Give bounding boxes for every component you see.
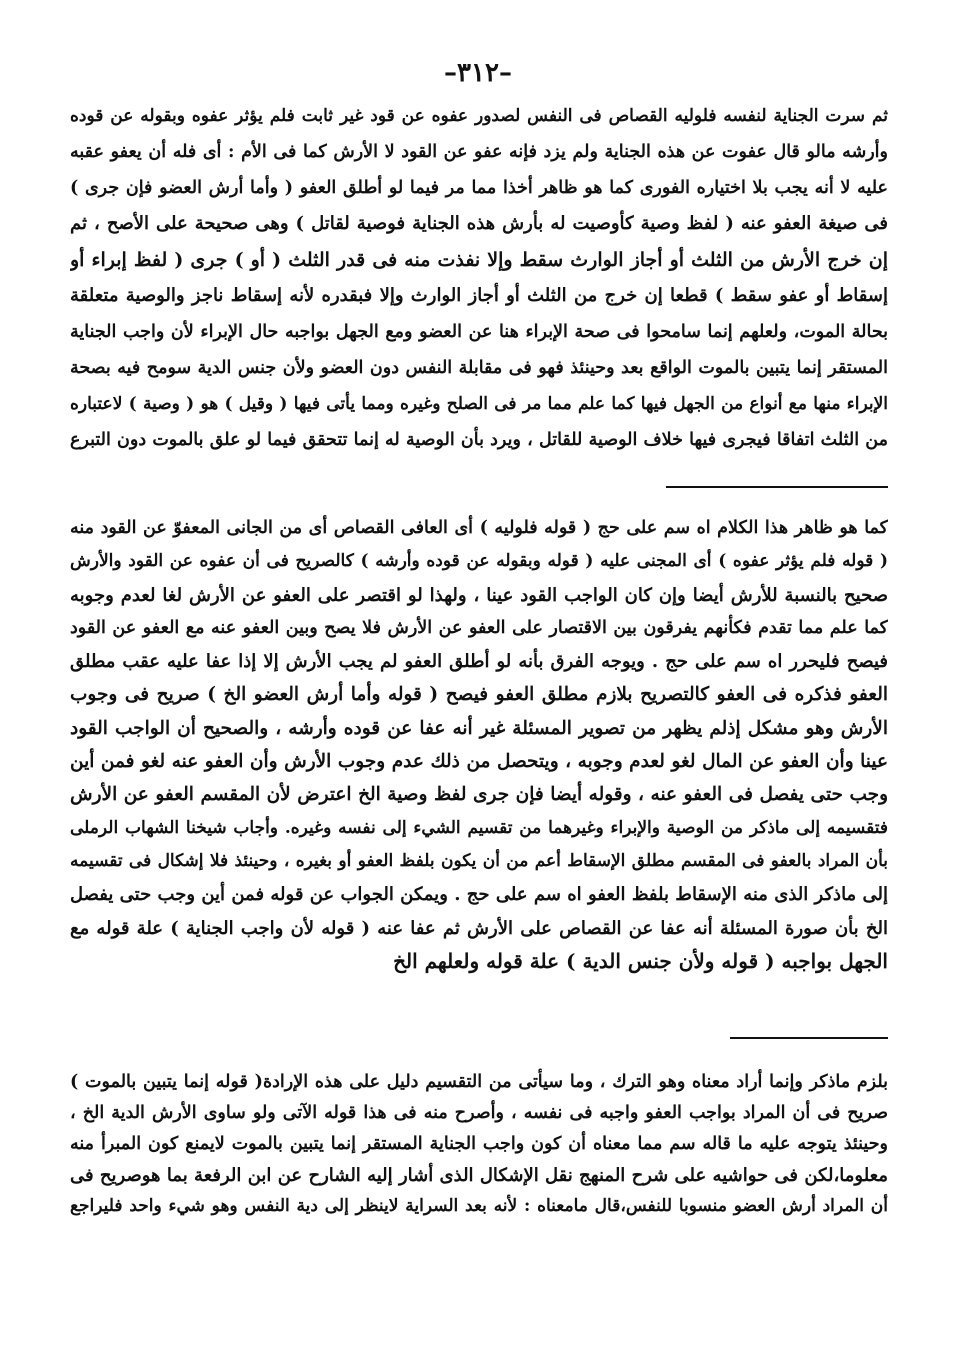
text-line: الجهل بواجبه ( قوله ولأن جنس الدية ) علة قوله ولعلهم الخ <box>393 948 888 973</box>
text-line: وأرشه مالو قال عفوت عن هذه الجناية ولم يزد فإنه عفو عن القود لا الأرش كما فى الأم : أى فله أن يعفو عقبه <box>70 142 888 162</box>
text-line: عليه لا أنه يجب بلا اختياره الفورى كما هو ظاهر أخذا مما مر فيما لو أطلق العفو ( وأما أرش العضو فإن جرى ) <box>70 178 888 198</box>
section-divider <box>666 486 888 488</box>
text-line: إلى ماذكر الذى منه الإسقاط بلفظ العفو اه سم على حج . ويمكن الجواب عن قوله فمن أين وجب حتى يفصل <box>70 884 888 906</box>
text-line: فيصح فليحرر اه سم على حج . ويوجه الفرق بأنه لو أطلق العفو لم يجب الأرش إلا إذا عفا عليه عقب مطلق <box>70 651 888 673</box>
text-line: المستقر إنما يتبين بالموت الواقع بعد وحينئذ فهو فى مقابلة النفس دون العضو ولأن جنس الدية سومح فيه بصحة <box>70 358 888 378</box>
text-line: الإبراء منها مع أنواع من الجهل فيها كما علم مما مر فى الصلح وغيره ومما يأتى فيها ( وقيل ) هو ( وصية ) لاعتباره <box>70 394 888 414</box>
text-line: من الثلث اتفاقا فيجرى فيها خلاف الوصية للقاتل ، ويرد بأن الوصية له إنما تتحقق فيما لو علق بالموت دون التبرع <box>70 430 888 450</box>
text-line: أن المراد أرش العضو منسوبا للنفس،قال مامعناه : لأنه بعد السراية لاينظر إلى دية النفس وهو شيء واحد فليراجع <box>70 1196 888 1216</box>
text-line: صحيح بالنسبة للأرش أيضا وإن كان الواجب القود عينا ، ولهذا لو اقتصر على العفو عن الأرش لغا لعدم وجوبه <box>70 584 888 606</box>
text-line: العفو فذكره فى العفو كالتصريح بلازم مطلق العفو فيصح ( قوله وأما أرش العضو الخ ) صريح فى وجوب <box>70 684 888 706</box>
page-number: –٣١٢– <box>444 58 512 88</box>
commentary-second <box>70 1067 888 1222</box>
text-line: كما علم مما تقدم فكأنهم يفرقون بين الاقتصار على العفو عن الأرش فلا يصح وبين العفو عنه مع العفو عن القود <box>70 617 888 638</box>
text-line: الأرش وهو مشكل إذلم يظهر من تصوير المسئلة غير أنه عفا عن قوده وأرشه ، والصحيح أن الواجب القود <box>70 717 888 739</box>
text-line: إسقاط أو عفو سقط ) قطعا إن خرج من الثلث أو أجاز الوارث وإلا فبقدره لأنه إسقاط ناجز والوصية متعلقة <box>70 285 888 306</box>
text-line: فتقسيمه إلى ماذكر من الوصية والإبراء وغيرهما من تقسيم الشيء إلى نفسه وغيره. وأجاب شيخنا الشهاب الرملى <box>70 817 888 838</box>
text-line: إن خرج الأرش من الثلث أو أجاز الوارث سقط وإلا نفذت منه فى قدر الثلث ( أو ) جرى ( لفظ إبراء أو <box>70 249 888 271</box>
text-line: ( قوله فلم يؤثر عفوه ) أى المجنى عليه ( قوله وبقوله عن قوده وأرشه ) كالصريح فى أن عفوه عن القود والأرش <box>70 551 888 572</box>
text-line: الخ بأن صورة المسئلة أنه عفا عن القصاص على الأرش ثم عفا عنه ( قوله لأن واجب الجناية ) علة قوله مع <box>70 917 888 939</box>
text-line: ثم سرت الجناية لنفسه فلوليه القصاص فى النفس لصدور عفوه عن قود غير ثابت فلم يؤثر عفوه وبقوله عن قوده <box>70 106 888 126</box>
section-divider <box>730 1037 888 1039</box>
text-line: صريح فى أن المراد بواجب العفو واجبه فى نفسه ، وأصرح منه فى هذا قوله الآتى ولو ساوى الأرش الدية الخ ، <box>70 1103 888 1123</box>
main-text <box>70 98 888 458</box>
text-line: بلزم ماذكر وإنما أراد معناه وهو الترك ، وما سيأتى من التقسيم دليل على هذه الإرادة( قوله إنما يتبين بالموت ) <box>70 1072 888 1092</box>
text-line: كما هو ظاهر هذا الكلام اه سم على حج ( قوله فلوليه ) أى العافى القصاص أى من الجانى المعفوّ عن القود منه <box>70 518 888 538</box>
text-line: فى صيغة العفو عنه ( لفظ وصية كأوصيت له بأرش هذه الجناية فوصية لقاتل ) وهى صحيحة على الأصح ، ثم <box>70 213 888 234</box>
text-line: بأن المراد بالعفو فى المقسم مطلق الإسقاط أعم من أن يكون بلفظ العفو أو بغيره ، وحينئذ فلا إشكال فى تقسيمه <box>70 850 888 871</box>
text-line: وجب حتى يفصل فى العفو عنه ، وقوله أيضا فإن جرى لفظ وصية الخ اعترض لأن المقسم العفو عن الأرش <box>70 784 888 806</box>
commentary-first <box>70 512 888 978</box>
text-line: معلوما،لكن فى حواشيه على شرح المنهج نقل الإشكال الذى أشار إليه الشارح عن ابن الرفعة بما هوصريح فى <box>70 1165 888 1186</box>
text-line: عينا وأن العفو عن المال لغو لعدم وجوبه ، ويتحصل من ذلك عدم وجوب الأرش وأن العفو عنه لغو فمن أين <box>70 751 888 773</box>
text-line: بحالة الموت، ولعلهم إنما سامحوا فى صحة الإبراء هنا عن العضو ومع الجهل بواجبه حال الإبراء لأن واجب الجناية <box>70 322 888 342</box>
text-line: وحينئذ يتوجه عليه ما قاله سم مما معناه أن كون واجب الجناية المستقر إنما يتبين بالموت لايمنع كون المبرأ منه <box>70 1134 888 1154</box>
